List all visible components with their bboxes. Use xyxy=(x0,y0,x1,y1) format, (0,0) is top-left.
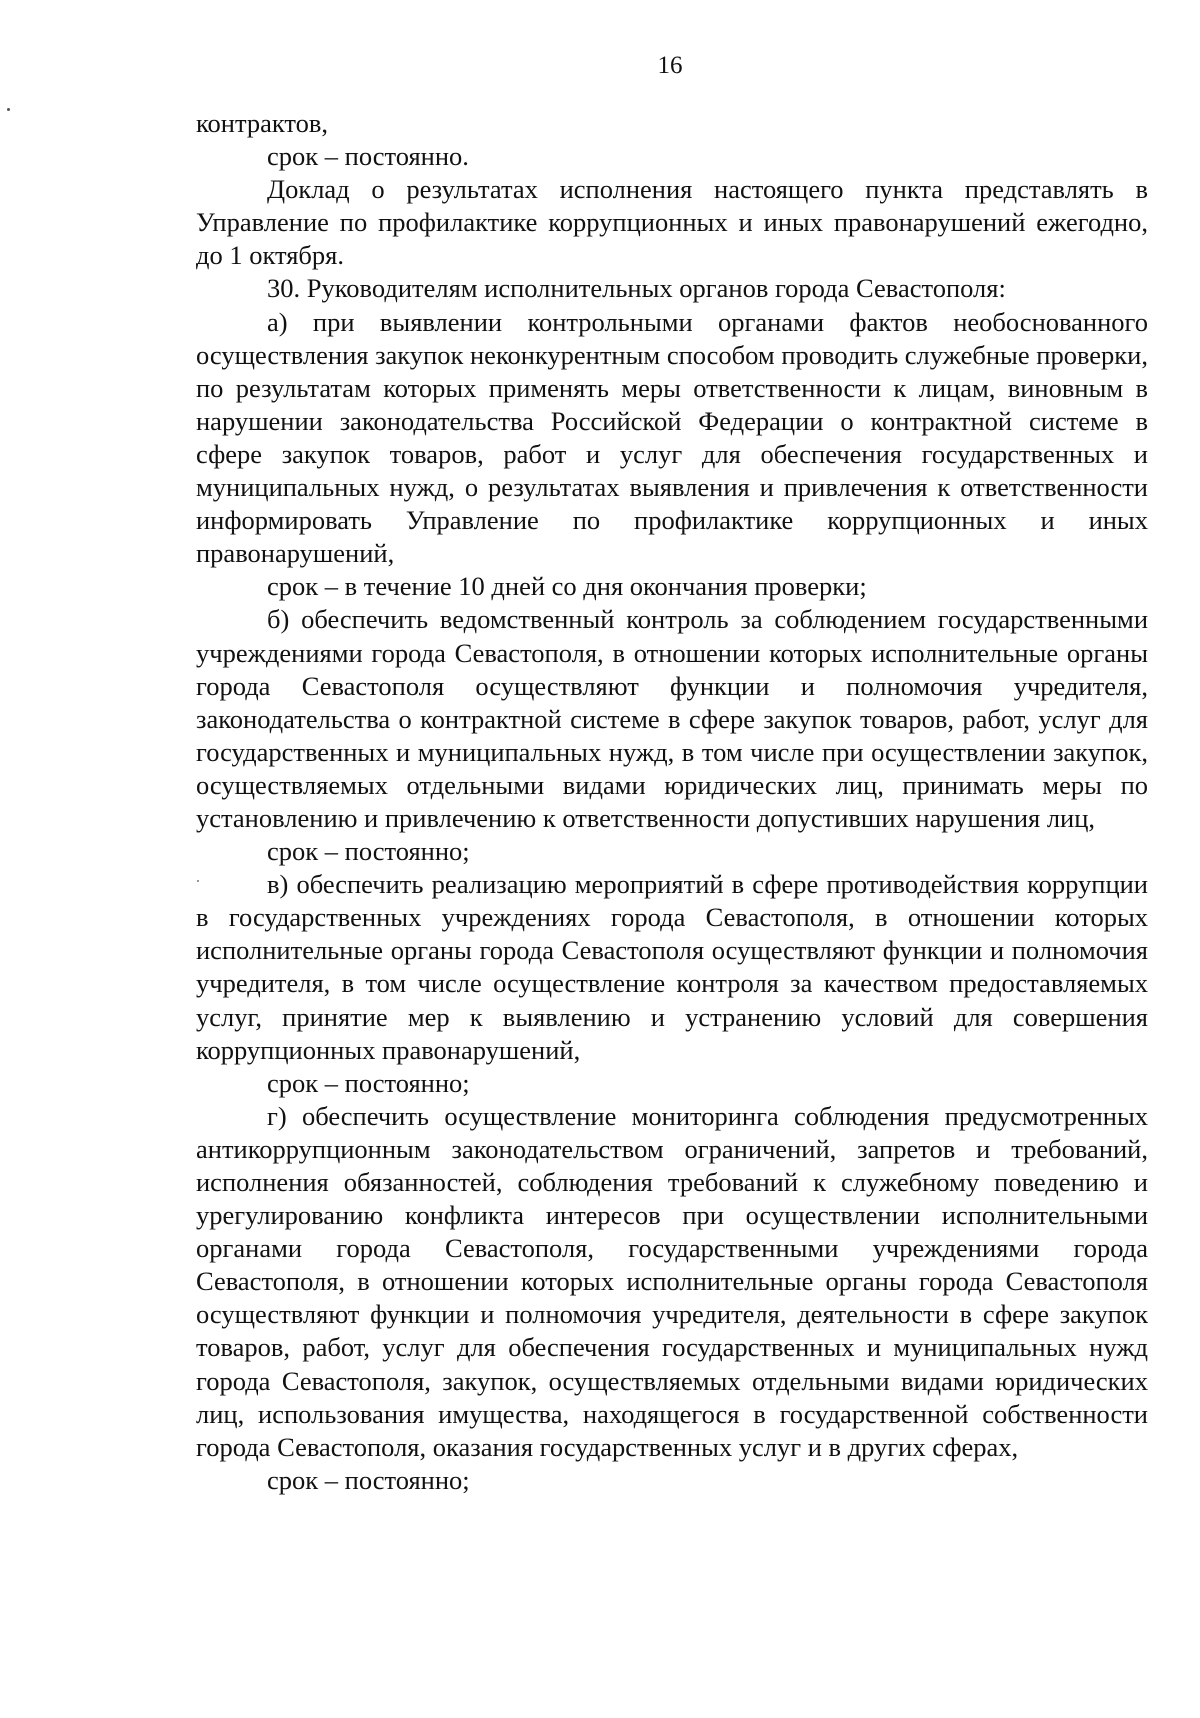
paragraph-deadline: срок – постоянно; xyxy=(267,1067,470,1098)
page-number: 16 xyxy=(657,52,683,79)
paragraph-continuation: контрактов, xyxy=(196,108,329,138)
paragraph-deadline: срок – постоянно. xyxy=(267,141,469,172)
paragraph-deadline: срок – в течение 10 дней со дня окончания проверки; xyxy=(267,571,867,602)
paragraph-deadline: срок – постоянно; xyxy=(267,1464,470,1495)
document-body xyxy=(196,107,1148,1497)
paragraph-item-30: 30. Руководителям исполнительных органов города Севастополя: xyxy=(267,273,1006,304)
paragraph-subitem-b: б) обеспечить ведомственный контроль за соблюдением государственными учреждениями города Севастополя, в отношении которых исполнительные органы города Севастополя осуществляют функции и полномочия учредителя, законодательства о контрактной системе в сфере закупок товаров, работ, услуг для государственных и муниципальных нужд, в том числе при осуществлении закупок, осуществляемых отдельными видами юридических лиц, принимать меры по установлению и привлечению к ответственности допустивших нарушения лиц, xyxy=(196,604,1148,833)
scan-artifact xyxy=(7,108,10,111)
paragraph-subitem-g: г) обеспечить осуществление мониторинга соблюдения предусмотренных антикоррупционным законодательством ограничений, запретов и требований, исполнения обязанностей, соблюдения требований к служебному поведению и урегулированию конфликта интересов при осуществлении исполнительными органами города Севастополя, государственными учреждениями города Севастополя, в отношении которых исполнительные органы города Севастополя осуществляют функции и полномочия учредителя, деятельности в сфере закупок товаров, работ, услуг для обеспечения государственных и муниципальных нужд города Севастополя, закупок, осуществляемых отдельными видами юридических лиц, использования имущества, находящегося в государственной собственности города Севастополя, оказания государственных услуг и в других сферах, xyxy=(196,1100,1148,1462)
paragraph-deadline: срок – постоянно; xyxy=(267,836,470,867)
paragraph-subitem-v: в) обеспечить реализацию мероприятий в сфере противодействия коррупции в государственных учреждениях города Севастополя, в отношении которых исполнительные органы города Севастополя осуществляют функции и полномочия учредителя, в том числе осуществление контроля за качеством предоставляемых услуг, принятие мер к выявлению и устранению условий для совершения коррупционных правонарушений, xyxy=(196,869,1148,1065)
paragraph-report: Доклад о результатах исполнения настоящего пункта представлять в Управление по профилактике коррупционных и иных правонарушений ежегодно, до 1 октября. xyxy=(196,174,1148,271)
paragraph-subitem-a: а) при выявлении контрольными органами фактов необоснованного осуществления закупок неконкурентным способом проводить служебные проверки, по результатам которых применять меры ответственности к лицам, виновным в нарушении законодательства Российской Федерации о контрактной системе в сфере закупок товаров, работ и услуг для обеспечения государственных и муниципальных нужд, о результатах выявления и привлечения к ответственности информировать Управление по профилактике коррупционных и иных правонарушений, xyxy=(196,306,1148,569)
